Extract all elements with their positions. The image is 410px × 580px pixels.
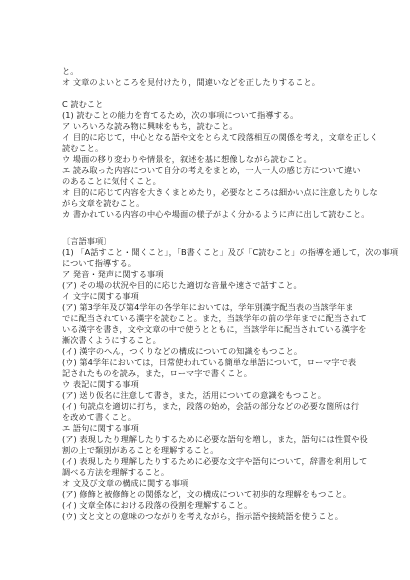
section-heading: 〔言語事項〕	[62, 236, 112, 246]
text-line: ア 発音・発声に関する事項	[62, 269, 164, 279]
text-line: (イ) 漢字のへん，つくりなどの構成についての知識をもつこと。	[62, 346, 303, 356]
text-line: 漸次書くようにすること。	[62, 335, 161, 345]
text-line: (ア) 送り仮名に注意して書き，また，活用についての意識をもつこと。	[62, 390, 327, 400]
text-line: がら文章を読むこと。	[62, 198, 145, 208]
text-line: について指導する。	[62, 258, 136, 268]
text-line: (1) 読むことの能力を育てるため，次の事項について指導する。	[62, 110, 299, 120]
text-line: (ア) その場の状況や目的に応じた適切な音量や速さで話すこと。	[62, 280, 302, 290]
text-line: カ 書かれている内容の中心や場面の様子がよく分かるように声に出して読むこと。	[62, 209, 370, 219]
text-line: ア いろいろな読み物に興味をもち，読むこと。	[62, 121, 238, 131]
text-line: (ア) 修飾と被修飾との関係など，文の構成について初歩的な理解をもつこと。	[62, 489, 352, 499]
text-line: 読むこと。	[62, 143, 104, 153]
text-line: イ 目的に応じて，中心となる語や文をとらえて段落相互の関係を考え，文章を正しく	[62, 132, 379, 142]
text-line: ウ 表記に関する事項	[62, 379, 139, 389]
text-line: ウ 場面の移り変わりや情景を，叙述を基に想像しながら読むこと。	[62, 154, 312, 164]
text-line: 割の上で類別があることを理解すること。	[62, 445, 219, 455]
text-line: (イ) 句読点を適切に打ち，また，段落の始め，会話の部分などの必要な箇所は行	[62, 401, 360, 411]
section-heading: C 読むこと	[62, 99, 104, 109]
text-line: エ 語句に関する事項	[62, 423, 139, 433]
text-line: オ 文章のよいところを見付けたり，間違いなどを正したりすること。	[62, 77, 321, 87]
text-line: (イ) 表現したり理解したりするために必要な文字や語句について，辞書を利用して	[62, 456, 368, 466]
text-line: (ア) 第3学年及び第4学年の各学年においては，学年別漢字配当表の当該学年ま	[62, 302, 354, 312]
text-line: (ウ) 文と文との意味のつながりを考えながら，指示語や接続語を使うこと。	[62, 511, 343, 521]
text-line: (1) 「A話すこと・聞くこと」，「B書くこと」及び「C読むこと」の指導を通して，次の事項	[62, 247, 399, 257]
text-line: いる漢字を書き，文や文章の中で使うとともに，当該学年に配当されている漢字を	[62, 324, 367, 334]
text-line: (ウ) 第4学年においては，日常使われている簡単な単語について，ローマ字で表	[62, 357, 357, 367]
text-line: オ 文及び文章の構成に関する事項	[62, 478, 189, 488]
text-line: イ 文字に関する事項	[62, 291, 139, 301]
text-line: オ 目的に応じて内容を大きくまとめたり，必要なところは細かい点に注意したりしな	[62, 187, 378, 197]
text-line: (ア) 表現したり理解したりするために必要な語句を増し，また，語句には性質や役	[62, 434, 368, 444]
text-line: (イ) 文章全体における段落の役割を理解すること。	[62, 500, 253, 510]
text-line: 記されたものを読み，また，ローマ字で書くこと。	[62, 368, 252, 378]
text-line: 調べる方法を理解すること。	[62, 467, 170, 477]
text-line: と。	[62, 66, 79, 76]
text-line: を改めて書くこと。	[62, 412, 137, 422]
text-line: エ 読み取った内容について自分の考えをまとめ，一人一人の感じ方について違い	[62, 165, 361, 175]
text-line: でに配当されている漢字を読むこと。また，当該学年の前の学年までに配当されて	[62, 313, 367, 323]
text-line: のあることに気付くこと。	[62, 176, 161, 186]
